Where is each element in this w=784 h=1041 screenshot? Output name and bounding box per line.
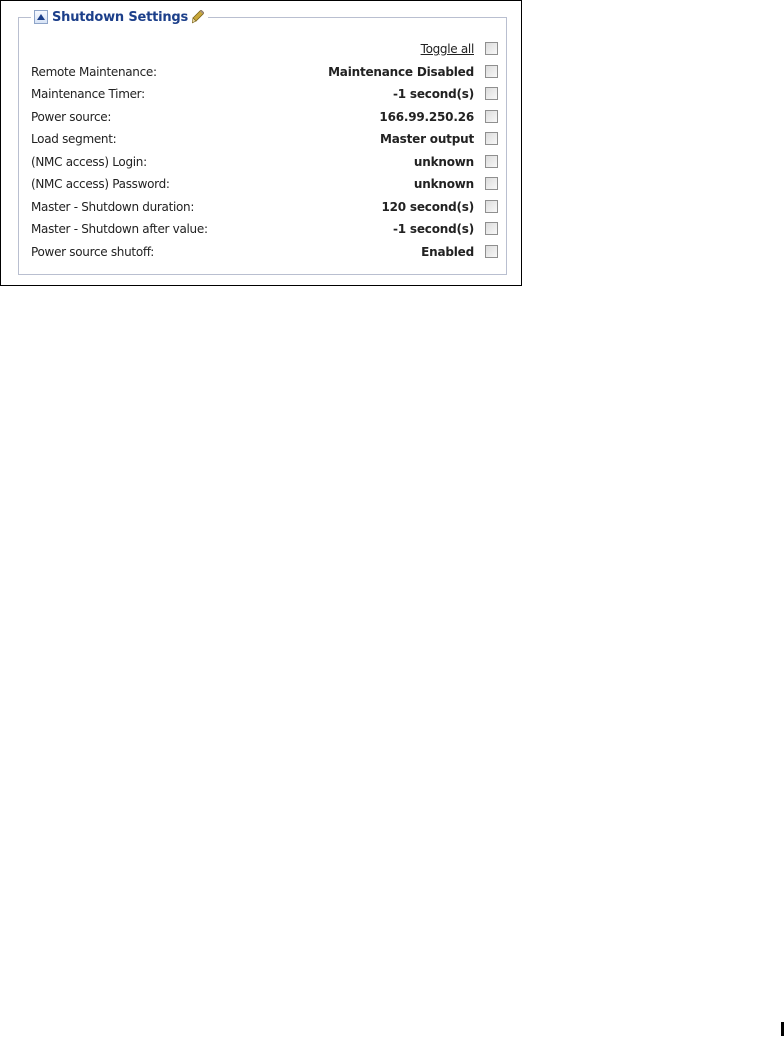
- setting-value: 166.99.250.26: [379, 110, 474, 124]
- setting-value: unknown: [413, 155, 474, 169]
- setting-label: Maintenance Timer:: [31, 87, 145, 101]
- toggle-all-link[interactable]: Toggle all: [420, 42, 474, 56]
- setting-checkbox[interactable]: [485, 222, 498, 235]
- setting-checkbox[interactable]: [485, 177, 498, 190]
- setting-label: Power source shutoff:: [31, 245, 155, 259]
- triangle-up-icon: [37, 14, 45, 20]
- setting-checkbox[interactable]: [485, 65, 498, 78]
- pencil-icon[interactable]: [192, 10, 204, 24]
- setting-label: Remote Maintenance:: [31, 65, 157, 79]
- setting-row-shutdown-after-value: [31, 220, 474, 238]
- setting-row-maintenance-timer: [31, 85, 474, 103]
- setting-value: Enabled: [421, 245, 474, 259]
- setting-row-power-source-shutoff: [31, 243, 474, 261]
- setting-checkbox[interactable]: [485, 110, 498, 123]
- setting-checkbox[interactable]: [485, 155, 498, 168]
- setting-row-nmc-login: [31, 153, 474, 171]
- setting-value: unknown: [413, 177, 474, 191]
- section-title: Shutdown Settings: [52, 9, 189, 25]
- collapse-button[interactable]: [34, 10, 48, 24]
- setting-checkbox[interactable]: [485, 132, 498, 145]
- setting-label: Load segment:: [31, 132, 117, 146]
- setting-checkbox[interactable]: [485, 245, 498, 258]
- setting-label: (NMC access) Password:: [31, 177, 170, 191]
- setting-value: Maintenance Disabled: [328, 65, 474, 79]
- shutdown-settings-fieldset: [18, 9, 507, 275]
- setting-label: Power source:: [31, 110, 112, 124]
- setting-value: Master output: [380, 132, 474, 146]
- setting-label: Master - Shutdown after value:: [31, 222, 208, 236]
- setting-row-remote-maintenance: [31, 63, 474, 81]
- setting-row-power-source: [31, 108, 474, 126]
- toggle-all-checkbox[interactable]: [485, 42, 498, 55]
- setting-checkbox[interactable]: [485, 87, 498, 100]
- fieldset-legend: [31, 8, 208, 26]
- setting-checkbox[interactable]: [485, 200, 498, 213]
- settings-panel: [0, 0, 522, 286]
- setting-row-load-segment: [31, 130, 474, 148]
- setting-value: -1 second(s): [393, 222, 474, 236]
- setting-label: (NMC access) Login:: [31, 155, 147, 169]
- toggle-all-row: [31, 40, 474, 58]
- setting-value: 120 second(s): [381, 200, 474, 214]
- setting-row-shutdown-duration: [31, 198, 474, 216]
- setting-row-nmc-password: [31, 175, 474, 193]
- setting-value: -1 second(s): [393, 87, 474, 101]
- setting-label: Master - Shutdown duration:: [31, 200, 195, 214]
